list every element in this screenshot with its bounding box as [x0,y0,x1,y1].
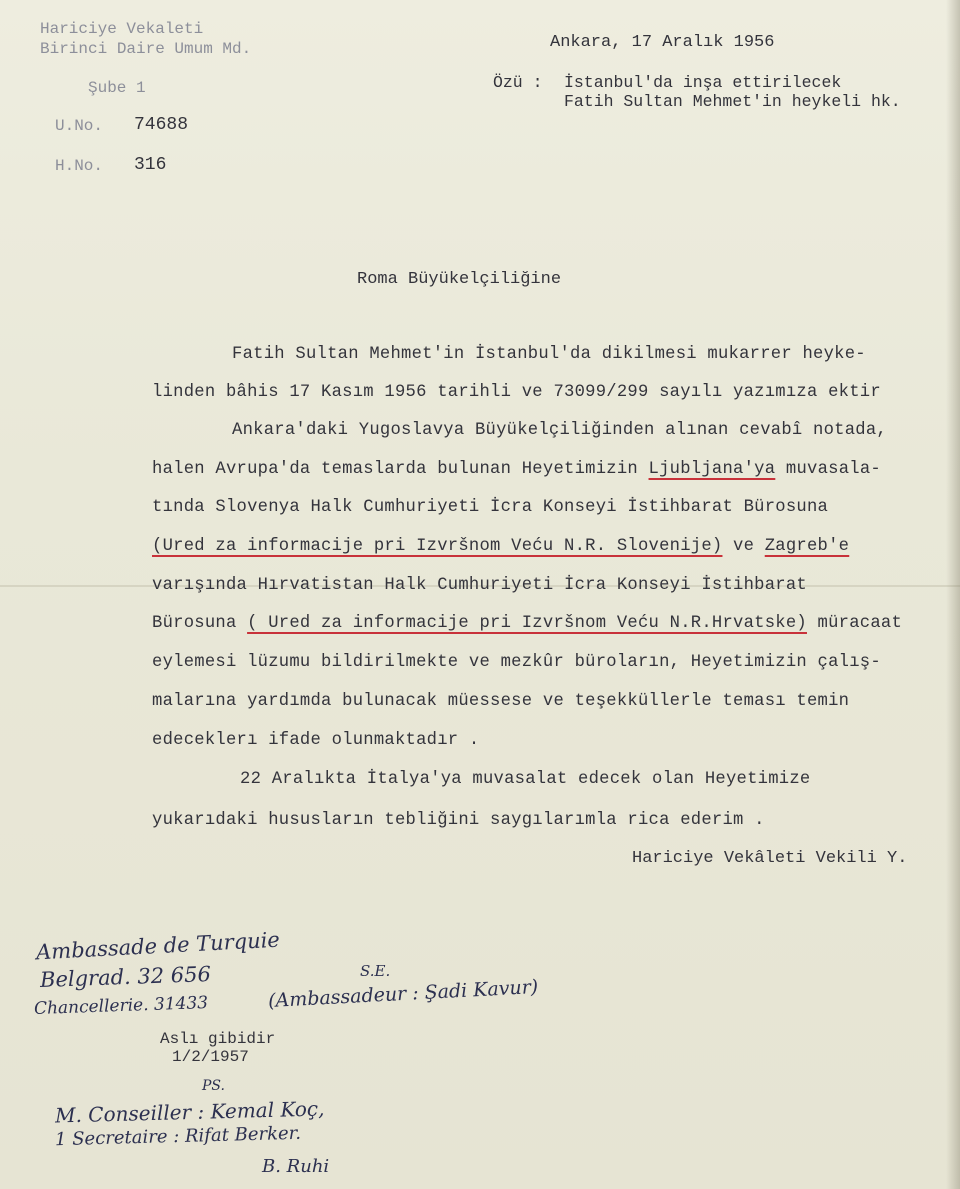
handwritten-belgrad: Belgrad. 32 656 [39,962,212,992]
handwritten-ruhi: B. Ruhi [262,1156,330,1177]
handwritten-ambassador: (Ambassadeur : Şadi Kavur) [267,975,539,1013]
body-line-2: linden bâhis 17 Kasım 1956 tarihli ve 73099/299 sayılı yazımıza ektir [152,383,881,402]
body-line-9: eylemesi lüzumu bildirilmekte ve mezkûr büroların, Heyetimizin çalış- [152,653,881,672]
certified-date: 1/2/1957 [172,1048,249,1066]
body-line-3: Ankara'daki Yugoslavya Büyükelçiliğinden alınan cevabî notada, [232,421,887,440]
body-line-4c: muvasala- [775,460,881,479]
handwritten-se: S.E. [360,962,391,980]
body-line-13: yukarıdaki hususların tebliğini saygılarımla rica ederim . [152,811,765,830]
body-line-1: Fatih Sultan Mehmet'in İstanbul'da dikilmesi mukarrer heyke- [232,345,866,364]
handwritten-counsellor: M. Conseiller : Kemal Koç, [54,1096,325,1128]
body-line-10: malarına yardımda bulunacak müessese ve teşekküllerle teması temin [152,692,850,711]
addressee: Roma Büyükelçiliğine [357,270,562,289]
h-no-label: H.No. [55,157,104,175]
signature-line: Hariciye Vekâleti Vekili Y. [632,849,908,868]
body-line-4a: halen Avrupa'da temaslarda bulunan Heyetimizin [152,460,649,479]
date-line: Ankara, 17 Aralık 1956 [550,33,775,52]
department-name: Birinci Daire Umum Md. [40,40,252,58]
handwritten-embassy: Ambassade de Turquie [35,927,281,965]
handwritten-secretary: 1 Secretaire : Rifat Berker. [54,1122,302,1151]
body-line-8a: Bürosuna [152,614,248,633]
ministry-name: Hariciye Vekaleti [40,20,204,38]
underlined-ljubljana: Ljubljana'ya [648,460,776,479]
underlined-hrvatske-office: ( Ured za informacije pri Izvršnom Veću N.R.Hrvatske) [247,614,807,633]
subject-label: Özü : [493,73,543,92]
subject-line-2: Fatih Sultan Mehmet'in heykeli hk. [564,92,901,111]
u-no-label: U.No. [55,117,104,135]
body-line-6b: ve [722,537,765,556]
branch-label: Şube 1 [88,79,146,97]
body-line-4 [152,460,881,479]
handwritten-ps: PS. [202,1078,225,1094]
underlined-slovenije-office: (Ured za informacije pri Izvršnom Veću N.R. Slovenije) [152,537,723,556]
body-line-8c: müracaat [806,614,903,633]
handwritten-chancellerie: Chancellerie. 31433 [33,992,209,1020]
body-line-12: 22 Aralıkta İtalya'ya muvasalat edecek olan Heyetimize [240,770,811,789]
certified-label: Aslı gibidir [160,1030,276,1048]
body-line-6 [152,537,849,556]
body-line-7: varışında Hırvatistan Halk Cumhuriyeti İcra Konseyi İstihbarat [152,576,807,595]
subject-line-1: İstanbul'da inşa ettirilecek [564,73,842,92]
body-line-5: tında Slovenya Halk Cumhuriyeti İcra Konseyi İstihbarat Bürosuna [152,498,829,517]
body-line-11: edeceklerı ifade olunmaktadır . [152,731,480,750]
h-no-value: 316 [134,155,167,175]
page-edge-shadow [946,0,960,1189]
u-no-value: 74688 [134,115,189,135]
underlined-zagreb: Zagreb'e [764,537,850,556]
body-line-8 [152,614,902,633]
